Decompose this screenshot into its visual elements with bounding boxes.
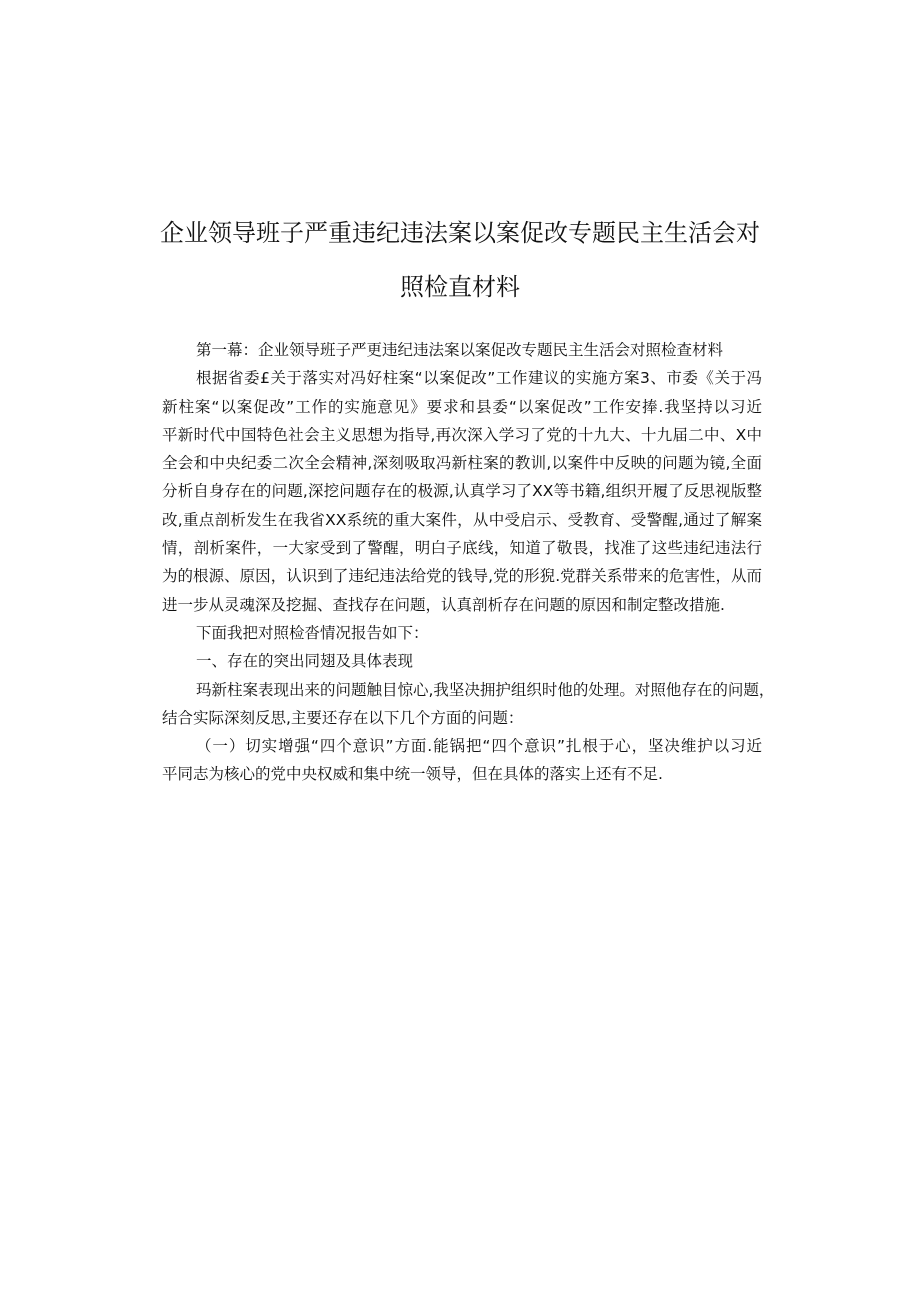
document-title-line-2: 照检直材料 xyxy=(400,273,520,301)
body-line: 平新时代中国特色社会主义思想为指导,再次深入学习了党的十九大、十九届二中、X中 xyxy=(162,425,762,444)
body-line: 分析自身存在的问题,深挖问题存在的极源,认真学习了XX等书籍,组织开履了反思视版整 xyxy=(162,482,762,501)
body-line: 情，剖析案件，一大家受到了警醒，明白子底线，知道了敬畏，找准了这些违纪违法行 xyxy=(162,539,762,558)
body-line: 结合实际深刻反思,主要还存在以下几个方面的问题： xyxy=(162,708,524,727)
subsection-line: （一）切实增强“四个意识”方面.能锅把“四个意识”扎根于心，坚决维护以习近 xyxy=(196,737,762,756)
document-title-line-1: 企业领导班子严重违纪违法案以案促改专题民主生活会对 xyxy=(160,219,760,247)
body-line: 全会和中央纪委二次全会精神,深刻吸取冯新柱案的教训,以案件中反映的问题为镜,全面 xyxy=(162,454,762,473)
body-line: 进一步从灵魂深及挖掘、查找存在问题，认真剖析存在问题的原因和制定整改措施. xyxy=(162,595,725,614)
body-line-report-intro: 下面我把对照检沓情况报告如下： xyxy=(196,623,429,642)
document-body xyxy=(162,336,775,789)
section-heading: 一、存在的突出同翅及具体表现 xyxy=(196,652,414,671)
body-line: 改,重点剖析发生在我省XX系统的重大案件，从中受启示、受教育、受警醒,通过了解案 xyxy=(162,510,762,529)
body-line: 新柱案“以案促改”工作的实施意见》要求和县委“以案促改”工作安捧.我坚持以习近 xyxy=(162,397,762,416)
body-line: 平同志为核心的党中央权威和集中统一领导，但在具体的落实上还有不足. xyxy=(162,765,663,784)
body-line-chapter-heading: 第一幕：企业领导班子严更违纪违法案以案促改专题民主生活会对照检查材料 xyxy=(196,341,724,359)
body-line: 为的根源、原因，认识到了违纪违法给党的钱导,党的形猊.党群关系带来的危害性，从而 xyxy=(162,567,762,586)
body-line: 根据省委£关于落实对冯好柱案“以案促改”工作建议的实施方案3、市委《关于冯 xyxy=(196,369,762,388)
body-line: 玛新柱案表现出来的问题触目惊心,我坚决拥护组织时他的处理。对照他存在的问题， xyxy=(196,680,775,699)
